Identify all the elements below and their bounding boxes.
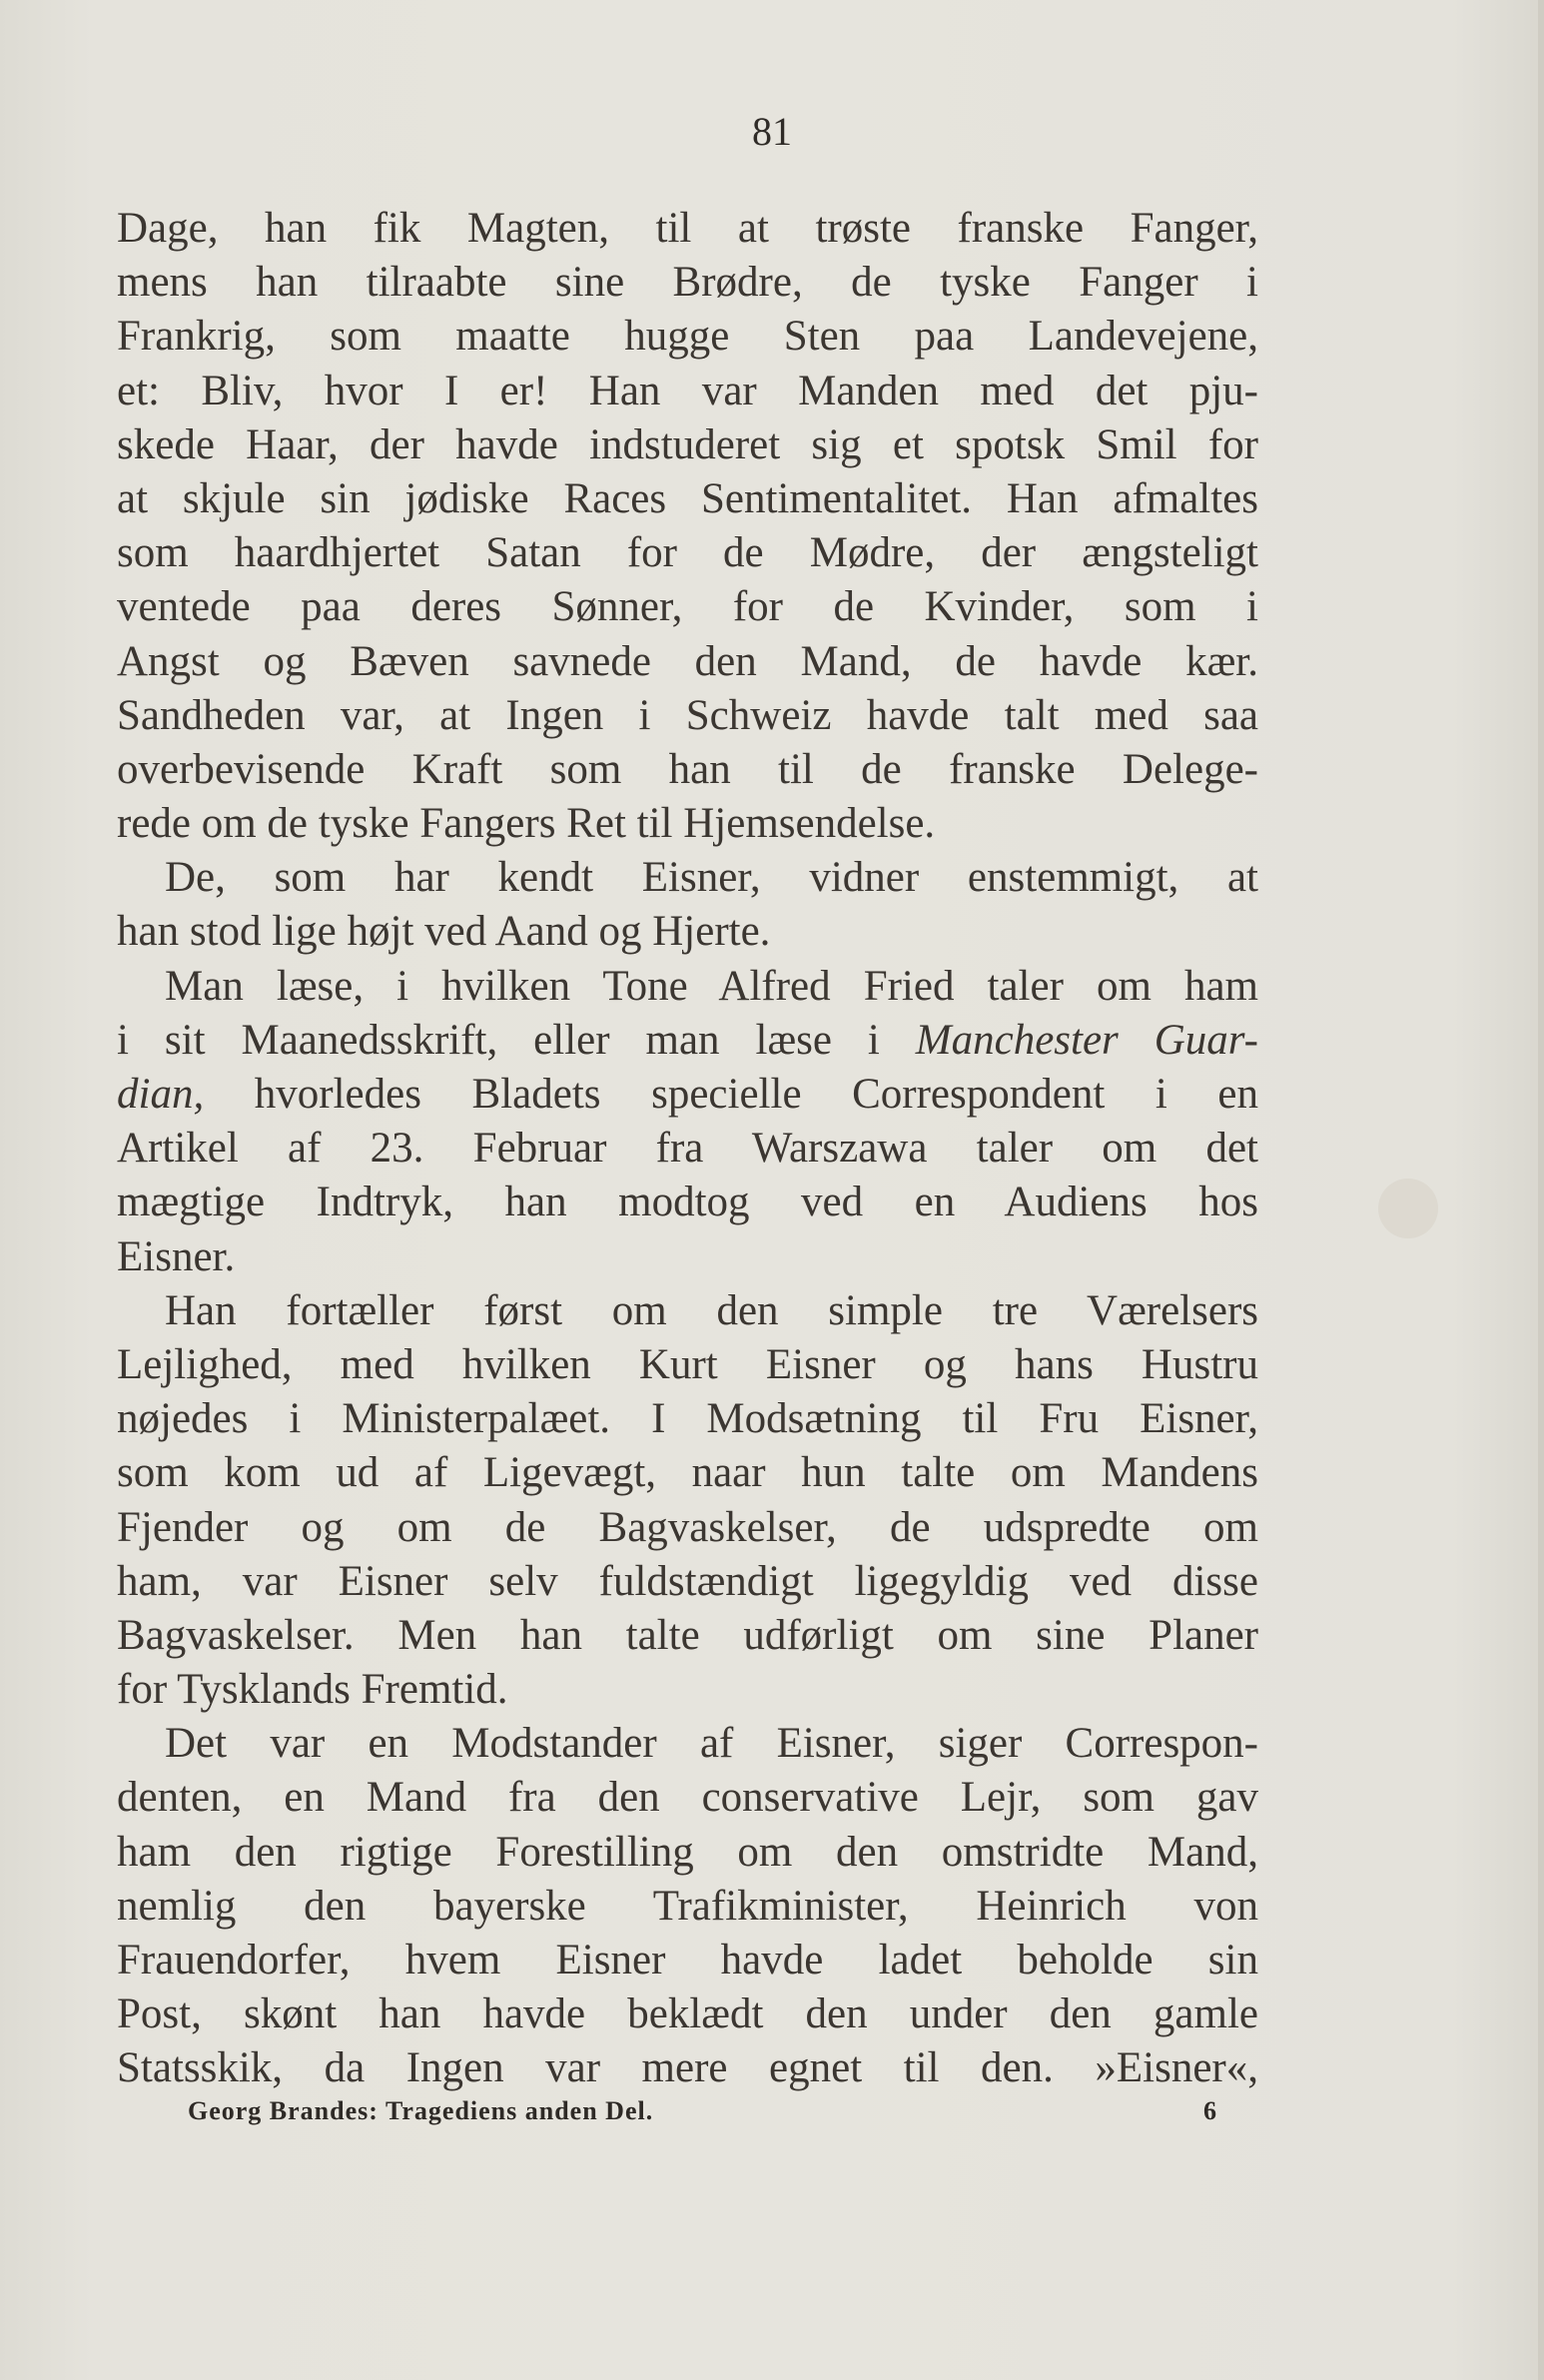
text-line-content: nøjedes i Ministerpalæet. I Modsætning til Fru Eisner, xyxy=(117,1395,1258,1443)
text-line-content: mægtige Indtryk, han modtog ved en Audiens hos xyxy=(117,1179,1258,1226)
text-line xyxy=(117,580,1258,634)
text-line-content: Post, skønt han havde beklædt den under den gamle xyxy=(117,1990,1258,2038)
text-line xyxy=(117,1446,1258,1500)
text-line xyxy=(117,1014,1258,1068)
text-line xyxy=(117,1122,1258,1176)
body-text xyxy=(117,202,1258,2096)
text-line xyxy=(117,743,1258,797)
text-line-content: ham, var Eisner selv fuldstændigt ligegyldig ved disse xyxy=(117,1557,1258,1605)
text-line-content: mens han tilraabte sine Brødre, de tyske Fanger i xyxy=(117,259,1258,307)
text-line-italic: Manchester Guar- xyxy=(915,1016,1258,1064)
text-line-content: Man læse, i hvilken Tone Alfred Fried taler om ham xyxy=(165,962,1258,1010)
text-line xyxy=(117,472,1258,526)
text-line xyxy=(117,365,1258,418)
text-line xyxy=(117,635,1258,689)
text-line-content: for Tysklands Fremtid. xyxy=(117,1666,508,1714)
text-line xyxy=(117,1609,1258,1663)
text-line xyxy=(117,418,1258,472)
text-line-content: ham den rigtige Forestilling om den omstridte Mand, xyxy=(117,1828,1258,1876)
paper-stain xyxy=(1378,1179,1438,1238)
text-line-content: Bagvaskelser. Men han talte udførligt om sine Planer xyxy=(117,1611,1258,1659)
text-line-italic: dian, xyxy=(117,1071,205,1118)
text-line-content: som kom ud af Ligevægt, naar hun talte om Mandens xyxy=(117,1449,1258,1497)
text-line-content: Statsskik, da Ingen var mere egnet til den. »Eisner«, xyxy=(117,2044,1258,2092)
text-line xyxy=(117,905,1258,959)
text-line xyxy=(117,526,1258,580)
text-line-continuation: hvorledes Bladets specielle Correspondent i en xyxy=(204,1071,1258,1118)
text-line-content: overbevisende Kraft som han til de franske Delege- xyxy=(117,745,1258,793)
text-line-content: Eisner. xyxy=(117,1232,236,1280)
footer-signature-mark: 6 xyxy=(1203,2096,1216,2125)
text-line-content: ventede paa deres Sønner, for de Kvinder, som i xyxy=(117,583,1258,631)
text-line xyxy=(117,310,1258,364)
text-line xyxy=(117,1392,1258,1446)
text-line xyxy=(117,1934,1258,1987)
text-line-content: Artikel af 23. Februar fra Warszawa taler om det xyxy=(117,1125,1258,1173)
text-line-content: Lejlighed, med hvilken Kurt Eisner og hans Hustru xyxy=(117,1340,1258,1388)
text-line-content: Fjender og om de Bagvaskelser, de udspredte om xyxy=(117,1503,1258,1551)
text-line xyxy=(117,689,1258,743)
text-line-content: at skjule sin jødiske Races Sentimentalitet. Han afmaltes xyxy=(117,474,1258,522)
text-line xyxy=(117,1284,1258,1338)
text-line-content: han stod lige højt ved Aand og Hjerte. xyxy=(117,908,771,956)
page-number: 81 xyxy=(752,109,792,154)
text-line xyxy=(117,1230,1258,1284)
text-line xyxy=(117,1176,1258,1229)
text-line xyxy=(117,1771,1258,1825)
text-line-content: Dage, han fik Magten, til at trøste franske Fanger, xyxy=(117,205,1258,252)
text-line xyxy=(117,797,1258,851)
text-line-content: De, som har kendt Eisner, vidner enstemmigt, at xyxy=(165,854,1258,902)
text-line xyxy=(117,960,1258,1014)
text-line-content: Det var en Modstander af Eisner, siger Correspon- xyxy=(165,1720,1258,1768)
text-line-content: rede om de tyske Fangers Ret til Hjemsendelse. xyxy=(117,800,936,848)
text-line-content: i sit Maanedsskrift, eller man læse i xyxy=(117,1016,916,1064)
text-line-content: Sandheden var, at Ingen i Schweiz havde talt med saa xyxy=(117,691,1258,739)
page-edge xyxy=(1538,0,1544,2380)
text-line-content: som haardhjertet Satan for de Mødre, der ængsteligt xyxy=(117,529,1258,577)
footer-author-title: Georg Brandes: Tragediens anden Del. xyxy=(188,2096,654,2125)
text-line-content: Frauendorfer, hvem Eisner havde ladet beholde sin xyxy=(117,1937,1258,1983)
text-line-content: Angst og Bæven savnede den Mand, de havde kær. xyxy=(117,637,1258,685)
text-line xyxy=(117,1663,1258,1717)
text-line xyxy=(117,1555,1258,1609)
text-line xyxy=(117,1880,1258,1934)
text-line xyxy=(117,1068,1258,1122)
text-line xyxy=(117,1501,1258,1555)
text-line xyxy=(117,1717,1258,1771)
text-line-content: et: Bliv, hvor I er! Han var Manden med det pju- xyxy=(117,367,1258,414)
text-line xyxy=(117,202,1258,256)
text-line xyxy=(117,2041,1258,2095)
text-line xyxy=(117,1987,1258,2041)
text-line-content: skede Haar, der havde indstuderet sig et spotsk Smil for xyxy=(117,420,1258,468)
text-line xyxy=(117,1338,1258,1392)
text-line-content: Frankrig, som maatte hugge Sten paa Landevejene, xyxy=(117,313,1258,361)
signature-footer xyxy=(188,2091,1216,2131)
text-line-content: denten, en Mand fra den conservative Lejr, som gav xyxy=(117,1774,1258,1822)
text-line-content: Han fortæller først om den simple tre Værelsers xyxy=(165,1286,1258,1334)
text-line-content: nemlig den bayerske Trafikminister, Heinrich von xyxy=(117,1882,1258,1930)
text-line xyxy=(117,1826,1258,1880)
text-line xyxy=(117,851,1258,905)
text-line xyxy=(117,256,1258,310)
